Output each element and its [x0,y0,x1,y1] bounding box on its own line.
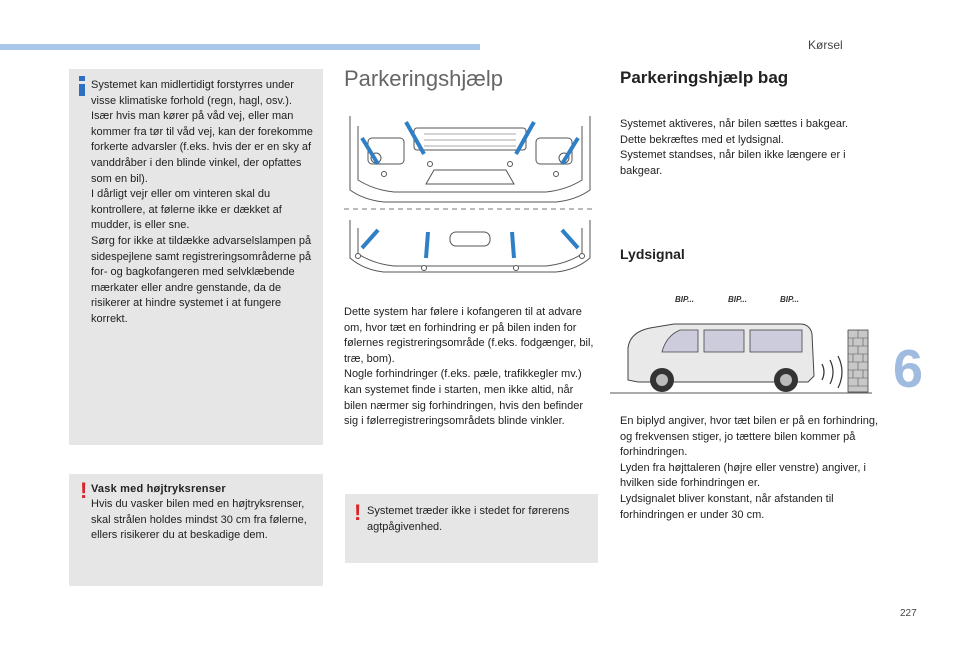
section-title: Kørsel [808,38,843,52]
attention-text: Systemet træder ikke i stedet for førerens agtpågivenhed. [367,505,570,533]
chapter-number: 6 [893,339,924,399]
van-icon [628,324,814,392]
beep-label: BIP... [675,295,694,304]
system-description: Dette system har følere i kofangeren til at advare om, hvor tæt en forhindring er på bilen inden for følernes registreringsområde (f.eks. fodgænger, bil, træ, bom). Nogle forhindringer (f.eks. pæle, trafikkegler mv.) kan systemet finde i starten, men ikke altid, når bilen nærmer sig forhindringen, hvis den befinder sig i følerregistreringsområdets blinde vinkler. [344,306,594,428]
rear-description: Systemet aktiveres, når bilen sættes i bakgear. Dette bekræftes med et lydsignal. Systemet standses, når bilen ikke længere er i bakgear. [620,118,849,177]
beep-label: BIP... [780,295,799,304]
van-sound-illustration [600,290,872,400]
warning-icon: ! [354,500,362,525]
page-heading: Parkeringshjælp [344,66,503,91]
info-icon [79,76,85,81]
warning-icon: ! [80,478,88,503]
info-text: Systemet kan midlertidigt forstyrres under visse klimatiske forhold (regn, hagl, osv.). Især hvis man kører på våd vej, eller man kommer fra tør til våd vej, kan der forekomme forkerte advarsler (f.eks. hvis der er en sky af vanddråber i den blinde vinkel, der opfattes som en bil). I dårligt vejr eller om vinteren skal du kontrollere, at følerne ikke er dækket af mudder, is eller sne. Sørg for ikke at tildække advarselslampen på sidespejlene samt registreringsområderne på for- og bagkofangeren med selvklæbende mærkater eller andre genstande, da de risikerer at hindre systemet i at fungere korrekt. [91,79,313,325]
subheading-sound: Lydsignal [620,246,685,262]
warning-title: Vask med højtryksrenser [91,483,226,495]
top-accent-bar [0,44,480,50]
brick-wall-icon [848,330,868,392]
info-icon-bar [79,84,85,96]
page-number: 227 [900,608,917,619]
beep-label: BIP... [728,295,747,304]
sound-description: En biplyd angiver, hvor tæt bilen er på en forhindring, og frekvensen stiger, jo tættere bilen kommer på forhindringen. Lyden fra højttaleren (højre eller venstre) angiver, i hvilken side forhindringen er. Lydsignalet bliver konstant, når afstanden til forhindringen er under 30 cm. [620,415,879,521]
sensor-illustration [344,108,596,288]
section-heading-rear: Parkeringshjælp bag [620,68,789,87]
warning-text: Hvis du vasker bilen med en højtryksrenser, skal strålen holdes mindst 30 cm fra følerne, ellers risikerer du at beskadige dem. [91,498,307,542]
